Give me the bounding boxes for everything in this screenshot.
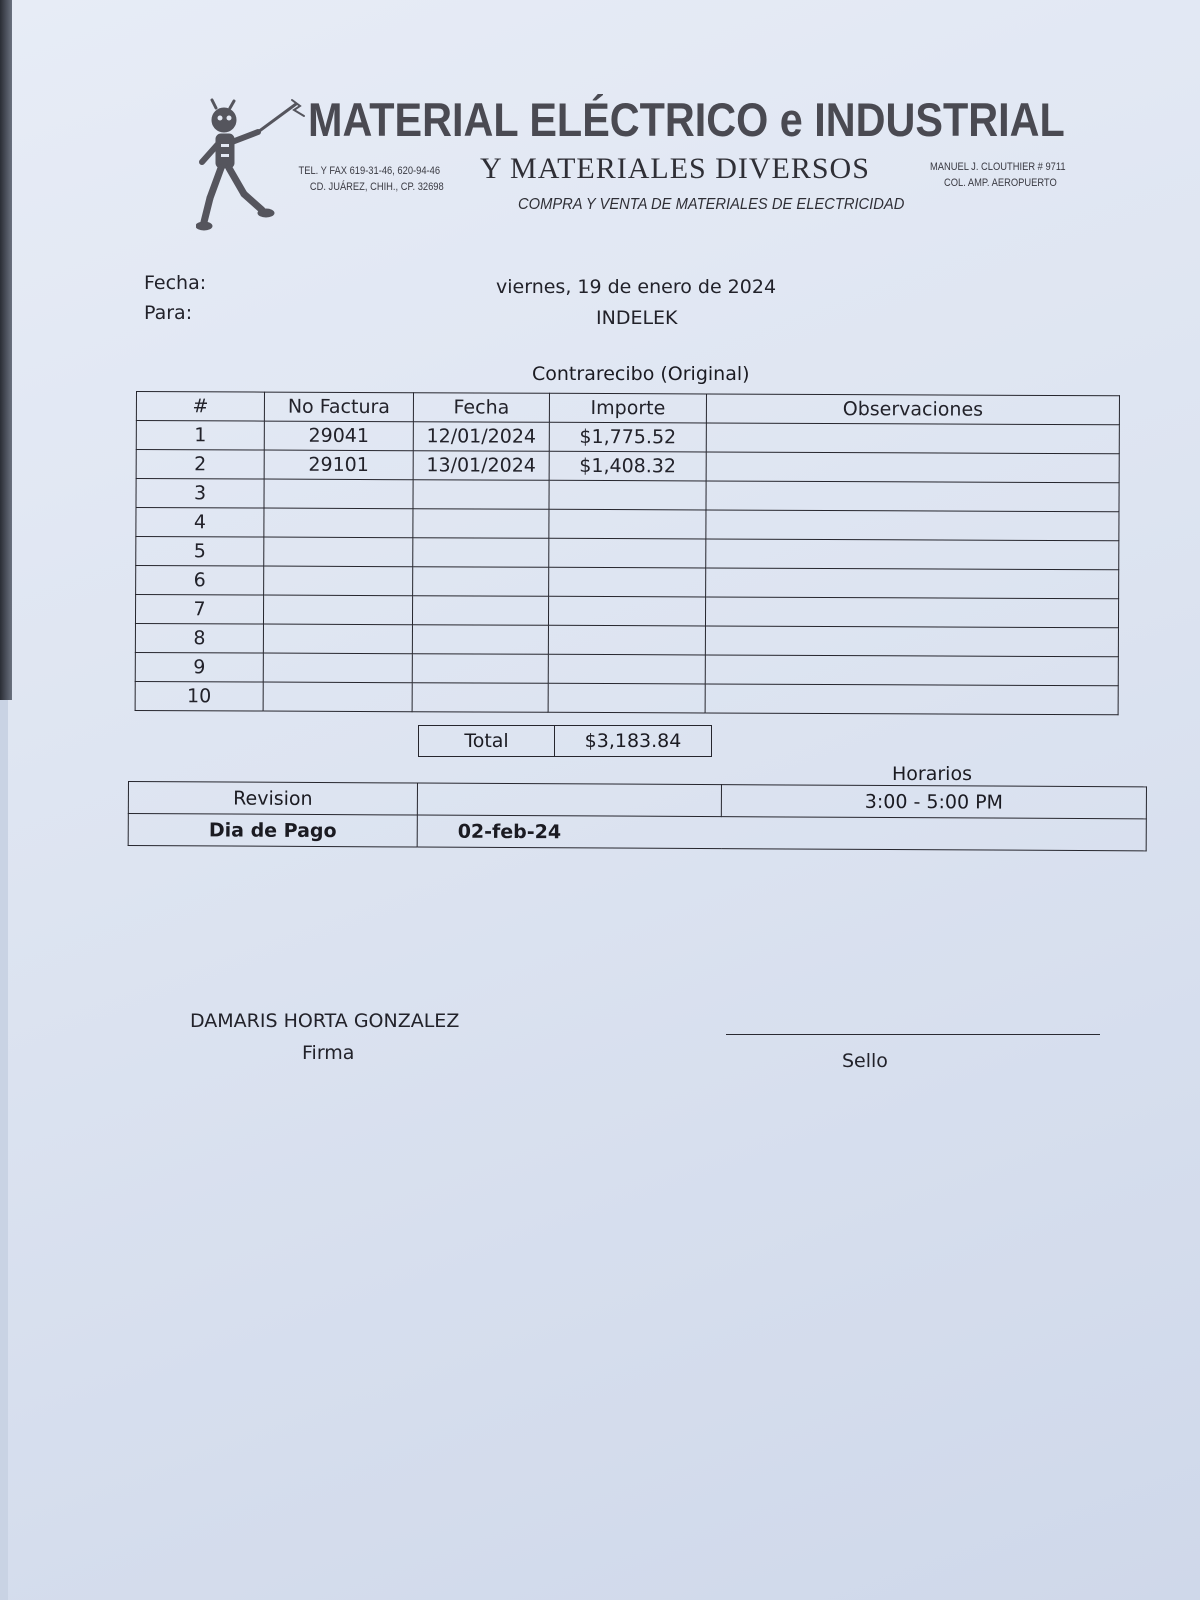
row-fecha: 12/01/2024 [413,422,549,452]
col-header-num: # [136,392,264,422]
table-row [136,566,1119,599]
revision-hours: 3:00 - 5:00 PM [721,785,1146,819]
address-line-1: MANUEL J. CLOUTHIER # 9711 [929,161,1066,173]
table-row [135,652,1118,685]
row-fecha [412,625,548,655]
para-value: INDELEK [596,307,678,329]
row-importe [549,567,706,597]
revision-row [128,782,1146,819]
col-header-observaciones: Observaciones [706,394,1119,425]
row-factura [263,682,412,712]
row-observaciones [705,626,1118,657]
row-factura [263,624,412,654]
address-line-2: COL. AMP. AEROPUERTO [943,177,1057,189]
para-label: Para: [144,302,193,324]
pago-value: 02-feb-24 [417,815,1146,851]
row-observaciones [706,423,1119,454]
row-fecha [413,480,549,510]
total-label: Total [419,726,555,757]
row-observaciones [706,452,1119,483]
row-num: 9 [135,652,263,682]
row-importe [549,509,706,539]
sello-label: Sello [842,1050,888,1072]
row-factura: 29101 [264,450,413,480]
row-num: 10 [135,681,263,711]
row-factura: 29041 [264,421,413,451]
row-observaciones [706,568,1119,599]
row-num: 7 [135,595,263,625]
row-num: 1 [136,421,264,451]
col-header-fecha: Fecha [413,393,549,423]
col-header-importe: Importe [549,393,706,423]
row-num: 8 [135,623,263,653]
row-factura [264,537,413,567]
row-importe [549,538,706,568]
row-num: 6 [136,566,264,596]
fecha-label: Fecha: [144,272,207,294]
row-factura [264,479,413,509]
pago-row [128,814,1146,851]
firma-label: Firma [302,1042,355,1064]
row-observaciones [706,481,1119,512]
row-factura [263,653,412,683]
electrician-figure-icon [196,98,306,233]
signer-name: DAMARIS HORTA GONZALEZ [190,1010,460,1032]
receipt-title: Contrarecibo (Original) [532,363,750,385]
fecha-value: viernes, 19 de enero de 2024 [496,276,777,298]
row-factura [264,566,413,596]
table-header-row [136,392,1119,425]
row-fecha [413,509,549,539]
row-importe [548,625,705,655]
table-row [136,537,1119,570]
total-value: $3,183.84 [555,726,712,757]
row-observaciones [705,684,1118,715]
page-edge-shadow [0,0,12,700]
row-fecha [412,596,548,626]
document-page [8,0,1200,1600]
row-observaciones [705,597,1118,628]
revision-label: Revision [128,782,417,816]
table-row [136,450,1119,483]
table-row [135,623,1118,656]
receipt-table [135,391,1120,715]
table-row [136,479,1119,512]
row-num: 3 [136,479,264,509]
table-row [135,681,1118,714]
total-table [418,725,712,757]
row-importe: $1,408.32 [549,451,706,481]
phone-line-2: CD. JUÁREZ, CHIH., CP. 32698 [309,181,444,193]
table-row [136,508,1119,541]
row-importe [548,596,705,626]
row-fecha [412,683,548,713]
company-tagline: COMPRA Y VENTA DE MATERIALES DE ELECTRICIDAD [518,196,905,213]
row-fecha [413,567,549,597]
pago-label: Dia de Pago [128,814,417,848]
row-fecha: 13/01/2024 [413,451,549,481]
row-importe [548,654,705,684]
row-factura [264,508,413,538]
company-name: MATERIAL ELÉCTRICO e INDUSTRIAL [308,93,1065,146]
row-fecha [413,538,549,568]
row-num: 5 [136,537,264,567]
row-observaciones [706,510,1119,541]
horarios-label: Horarios [892,763,972,785]
table-row [136,421,1119,454]
col-header-factura: No Factura [264,392,413,422]
row-num: 4 [136,508,264,538]
company-subtitle: Y MATERIALES DIVERSOS [480,152,870,185]
row-importe: $1,775.52 [549,422,706,452]
schedule-table [128,781,1147,851]
revision-value [417,783,721,817]
row-observaciones [706,539,1119,570]
table-row [135,595,1118,628]
signature-line [726,1034,1100,1035]
row-importe [549,480,706,510]
row-fecha [412,654,548,684]
row-importe [548,683,705,713]
row-num: 2 [136,450,264,480]
row-factura [263,595,412,625]
phone-line-1: TEL. Y FAX 619-31-46, 620-94-46 [298,165,441,177]
row-observaciones [705,655,1118,686]
